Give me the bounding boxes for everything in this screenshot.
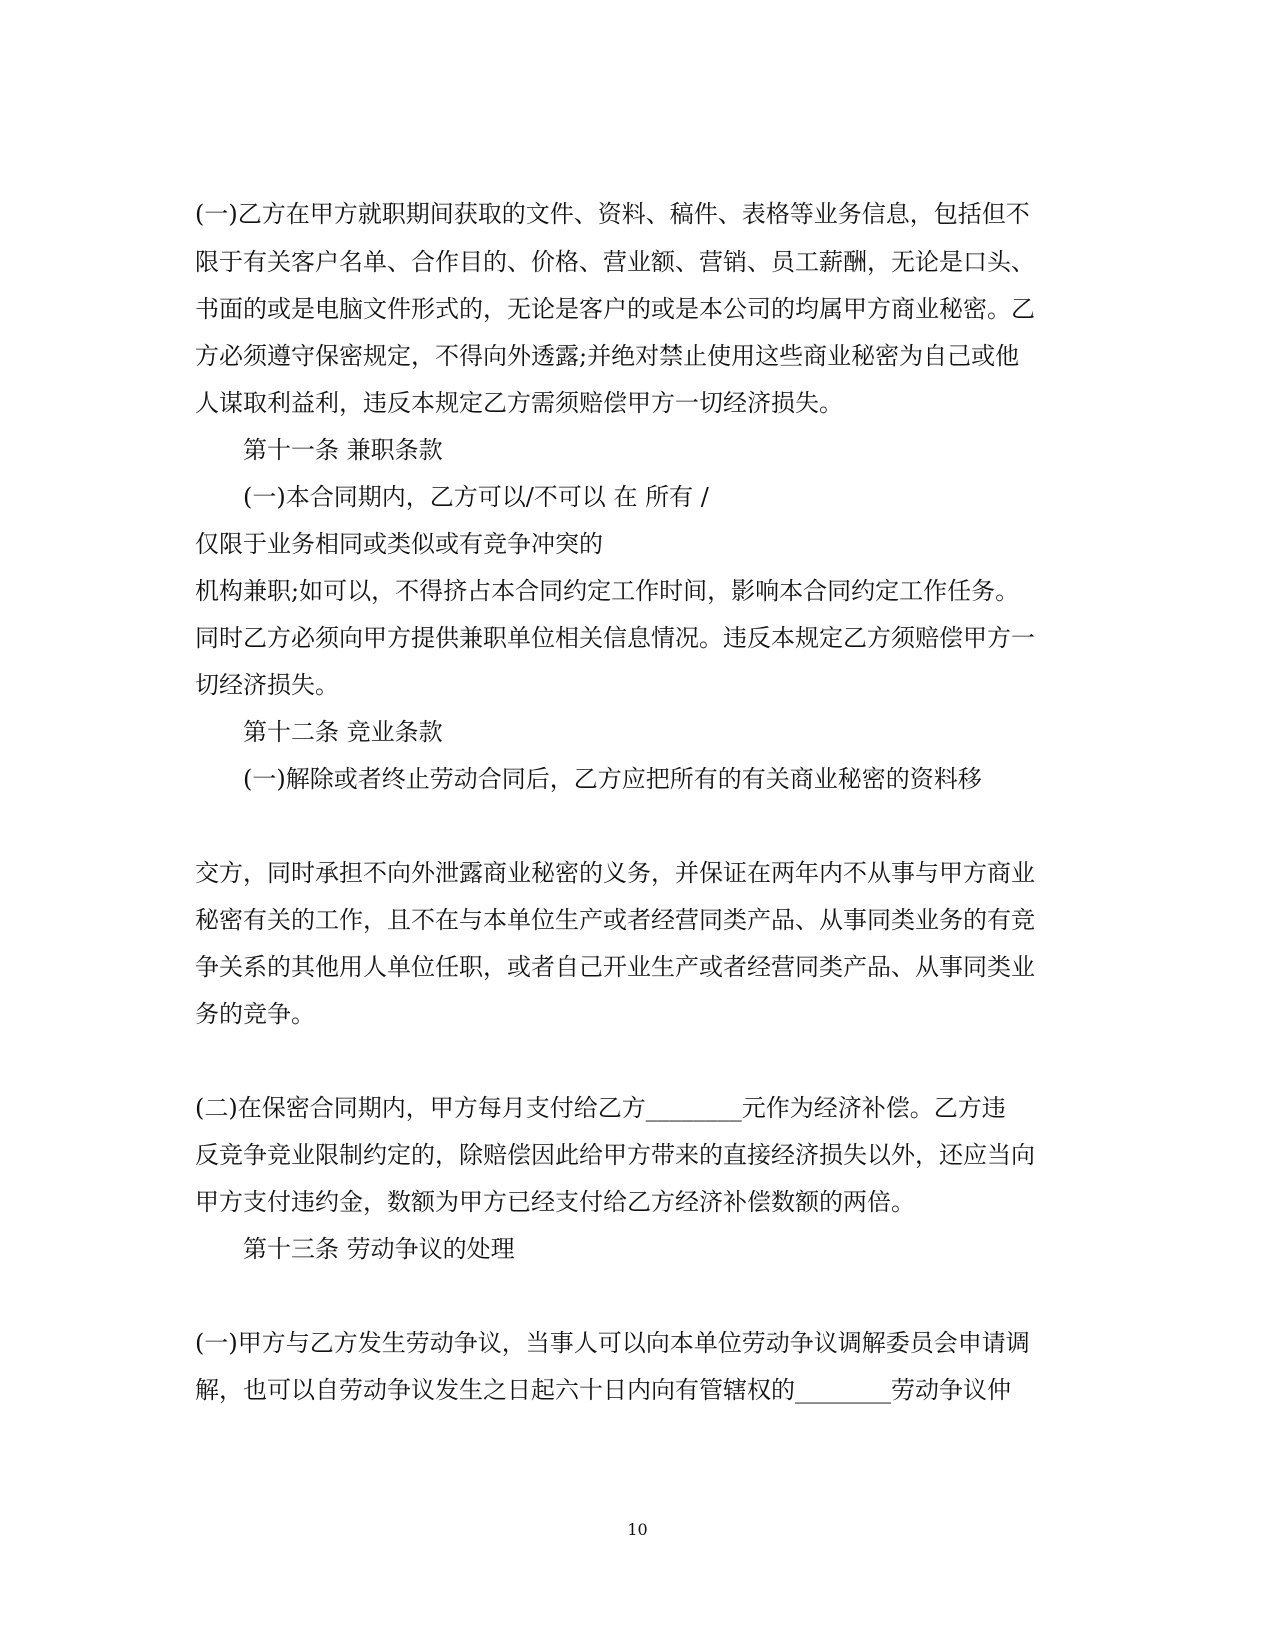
text-line: (一)甲方与乙方发生劳动争议，当事人可以向本单位劳动争议调解委员会申请调 <box>195 1329 1030 1357</box>
article-heading: 第十三条 劳动争议的处理 <box>243 1235 515 1263</box>
text-line: (一)乙方在甲方就职期间获取的文件、资料、稿件、表格等业务信息，包括但不 <box>195 200 1030 228</box>
text-line: 方必须遵守保密规定，不得向外透露;并绝对禁止使用这些商业秘密为自己或他 <box>195 342 1020 370</box>
text-line: 务的竞争。 <box>195 1000 315 1028</box>
text-line: 甲方支付违约金，数额为甲方已经支付给乙方经济补偿数额的两倍。 <box>195 1188 915 1216</box>
text-line: 仅限于业务相同或类似或有竞争冲突的 <box>195 530 603 558</box>
text-line: (一)解除或者终止劳动合同后，乙方应把所有的有关商业秘密的资料移 <box>243 765 982 793</box>
text-line: 书面的或是电脑文件形式的，无论是客户的或是本公司的均属甲方商业秘密。乙 <box>195 295 1035 323</box>
text-line: 秘密有关的工作，且不在与本单位生产或者经营同类产品、从事同类业务的有竞 <box>195 906 1035 934</box>
text-line: 切经济损失。 <box>195 671 339 699</box>
article-heading: 第十一条 兼职条款 <box>243 436 443 464</box>
text-line: (二)在保密合同期内，甲方每月支付给乙方________元作为经济补偿。乙方违 <box>195 1094 1006 1122</box>
text-line: 机构兼职;如可以，不得挤占本合同约定工作时间，影响本合同约定工作任务。 <box>195 577 1020 605</box>
article-heading: 第十二条 竞业条款 <box>243 718 443 746</box>
text-line: 限于有关客户名单、合作目的、价格、营业额、营销、员工薪酬，无论是口头、 <box>195 248 1035 276</box>
text-line: 反竞争竞业限制约定的，除赔偿因此给甲方带来的直接经济损失以外，还应当向 <box>195 1141 1035 1169</box>
text-line: 解，也可以自劳动争议发生之日起六十日内向有管辖权的________劳动争议仲 <box>195 1376 1011 1404</box>
text-line: 同时乙方必须向甲方提供兼职单位相关信息情况。违反本规定乙方须赔偿甲方一 <box>195 624 1035 652</box>
text-line: 争关系的其他用人单位任职，或者自己开业生产或者经营同类产品、从事同类业 <box>195 953 1035 981</box>
text-line: 交方，同时承担不向外泄露商业秘密的义务，并保证在两年内不从事与甲方商业 <box>195 859 1035 887</box>
page-number: 10 <box>627 1520 648 1539</box>
text-line: (一)本合同期内，乙方可以/不可以 在 所有 / <box>243 483 709 511</box>
text-line: 人谋取利益利，违反本规定乙方需须赔偿甲方一切经济损失。 <box>195 389 843 417</box>
